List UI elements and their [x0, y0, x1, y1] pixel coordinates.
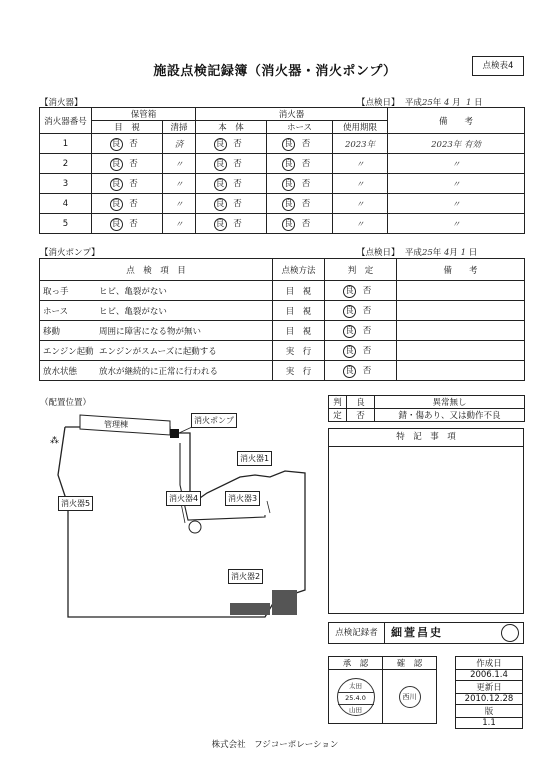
- good-mark: 良: [343, 345, 356, 358]
- item-judge: [325, 321, 397, 341]
- stamp-mid: 25.4.0: [338, 692, 374, 705]
- good-mark: 良: [282, 218, 295, 231]
- bad-mark: 否: [301, 198, 311, 209]
- table-row: [40, 341, 525, 361]
- date-year-unit: 年: [432, 98, 442, 108]
- expiry-value: 〃: [333, 174, 388, 194]
- building-label: 管理棟: [104, 420, 128, 429]
- good-mark: 良: [282, 138, 295, 151]
- header-body: 本 体: [196, 121, 267, 134]
- date-label: 【点検日】: [357, 98, 400, 108]
- box-check: [92, 154, 163, 174]
- page-title: 施設点検記録簿（消火器・消火ポンプ）: [153, 64, 397, 79]
- box-check: [92, 134, 163, 154]
- table-row: [40, 174, 525, 194]
- good-mark: 良: [343, 285, 356, 298]
- item-method: 目 視: [273, 281, 325, 301]
- header-extinguisher: 消火器: [196, 108, 388, 121]
- table-row: [40, 134, 525, 154]
- good-mark: 良: [110, 198, 123, 211]
- bad-mark: 否: [129, 138, 138, 149]
- body-check: [196, 174, 267, 194]
- updated-date: 2010.12.28: [456, 694, 523, 705]
- item-name: 移動: [43, 326, 61, 337]
- placement-map: [40, 405, 330, 627]
- good-mark: 良: [214, 158, 227, 171]
- item-note: [397, 281, 525, 301]
- date-day-unit: 日: [474, 98, 483, 108]
- good-mark: 良: [343, 365, 356, 378]
- bad-mark: 否: [233, 178, 242, 189]
- bad-mark: 否: [129, 178, 138, 189]
- item-name: 取っ手: [43, 286, 69, 297]
- body-check: [196, 134, 267, 154]
- judgement-legend: [328, 395, 525, 422]
- bad-mark: 否: [233, 198, 242, 209]
- item-judge: [325, 281, 397, 301]
- bad-mark: 否: [233, 218, 242, 229]
- ext-number: 3: [40, 174, 92, 194]
- approve-label: 承 認: [329, 657, 383, 670]
- date-label: 【点検日】: [357, 248, 400, 258]
- pump-inspection-date: [357, 246, 477, 258]
- pump-marker: [170, 429, 179, 438]
- ext-number: 4: [40, 194, 92, 214]
- date-month-unit: 月: [452, 98, 461, 108]
- item-method: 目 視: [273, 301, 325, 321]
- item-note: [397, 321, 525, 341]
- ext-number: 1: [40, 134, 92, 154]
- extinguisher-table: [39, 107, 525, 234]
- date-era: 平成: [404, 248, 422, 258]
- inspector-box: [328, 622, 524, 644]
- extinguisher-3-label: 消火器3: [225, 491, 260, 506]
- table-row: [40, 214, 525, 234]
- expiry-value: 〃: [333, 154, 388, 174]
- item-judge: [325, 361, 397, 381]
- legend-judge: 判: [329, 396, 347, 409]
- legend-bad-desc: 錆・傷あり、又は動作不良: [375, 409, 525, 422]
- item-name: 放水状態: [43, 366, 78, 377]
- confirm-stamp-cell: [383, 670, 437, 724]
- expiry-value: 〃: [333, 214, 388, 234]
- clean-mark: 〃: [163, 194, 196, 214]
- clean-mark: 〃: [163, 214, 196, 234]
- approval-table: [328, 656, 437, 724]
- item-desc: ヒビ、亀裂がない: [99, 306, 167, 317]
- confirm-stamp-icon: 西川: [399, 686, 421, 708]
- hatched-area: [272, 590, 297, 615]
- hatched-area: [230, 603, 270, 615]
- stamp-bot: 山田: [349, 705, 362, 714]
- item-name: ホース: [43, 306, 69, 317]
- header-method: 点検方法: [273, 259, 325, 281]
- bad-mark: 否: [362, 305, 372, 316]
- date-day-unit: 日: [468, 248, 478, 258]
- clean-mark: 済: [163, 134, 196, 154]
- hose-check: [267, 174, 333, 194]
- header-notes: 備 考: [388, 108, 525, 134]
- inspector-name: 細萱昌史: [391, 626, 443, 639]
- bad-mark: 否: [301, 178, 311, 189]
- header-clean: 清掃: [163, 121, 196, 134]
- legend-fixed: 定: [329, 409, 347, 422]
- note-value: 2023年 有効: [388, 134, 525, 154]
- special-notes-heading: 特 記 事 項: [329, 429, 523, 447]
- version-value: 1.1: [456, 718, 523, 729]
- extinguisher-2-label: 消火器2: [228, 569, 263, 584]
- item-desc: ヒビ、亀裂がない: [99, 286, 167, 297]
- body-check: [196, 154, 267, 174]
- ext-number: 5: [40, 214, 92, 234]
- legend-bad: 否: [347, 409, 375, 422]
- bad-mark: 否: [301, 158, 311, 169]
- date-day: 1: [460, 248, 467, 258]
- good-mark: 良: [343, 325, 356, 338]
- item-note: [397, 341, 525, 361]
- header-expiry: 使用期限: [333, 121, 388, 134]
- good-mark: 良: [214, 138, 227, 151]
- date-year: 25: [421, 98, 433, 108]
- hose-check: [267, 194, 333, 214]
- item-desc: エンジンがスムーズに起動する: [99, 346, 217, 357]
- header-judge: 判 定: [325, 259, 397, 281]
- box-check: [92, 174, 163, 194]
- table-row: [40, 301, 525, 321]
- bad-mark: 否: [362, 365, 372, 376]
- bad-mark: 否: [233, 158, 242, 169]
- item-desc: 放水が継続的に正常に行われる: [99, 366, 219, 377]
- date-year-unit: 年: [432, 248, 442, 258]
- header-storage-box: 保管箱: [92, 108, 196, 121]
- bad-mark: 否: [129, 218, 138, 229]
- bad-mark: 否: [129, 158, 138, 169]
- good-mark: 良: [110, 138, 123, 151]
- date-day: 1: [466, 98, 472, 108]
- item-method: 目 視: [273, 321, 325, 341]
- table-row: [40, 154, 525, 174]
- date-month: 4: [443, 98, 450, 108]
- note-value: 〃: [388, 154, 525, 174]
- tree-marker: [189, 521, 201, 533]
- bad-mark: 否: [129, 198, 138, 209]
- expiry-value: 2023年: [333, 134, 388, 154]
- header-visual: 目 視: [92, 121, 163, 134]
- bad-mark: 否: [301, 218, 311, 229]
- pump-label: 消火ポンプ: [191, 413, 237, 428]
- table-row: [40, 281, 525, 301]
- clean-mark: 〃: [163, 174, 196, 194]
- box-check: [92, 214, 163, 234]
- revision-table: [455, 656, 523, 729]
- box-check: [92, 194, 163, 214]
- header-hose: ホース: [267, 121, 333, 134]
- good-mark: 良: [214, 178, 227, 191]
- good-mark: 良: [282, 178, 295, 191]
- pump-section-title: 【消火ポンプ】: [40, 248, 100, 258]
- good-mark: 良: [343, 305, 356, 318]
- inspector-label: 点検記録者: [329, 623, 385, 643]
- item-judge: [325, 341, 397, 361]
- item-method: 実 行: [273, 341, 325, 361]
- good-mark: 良: [214, 218, 227, 231]
- item-note: [397, 361, 525, 381]
- date-year: 25: [421, 248, 433, 258]
- updated-label: 更新日: [456, 681, 523, 694]
- bad-mark: 否: [233, 138, 242, 149]
- item-note: [397, 301, 525, 321]
- date-stamp-icon: [337, 678, 375, 716]
- extinguisher-1-label: 消火器1: [237, 451, 272, 466]
- header-ext-number: 消火器番号: [40, 108, 92, 134]
- extinguisher-section-title: 【消火器】: [40, 98, 83, 108]
- clean-mark: 〃: [163, 154, 196, 174]
- ext-number: 2: [40, 154, 92, 174]
- good-mark: 良: [282, 198, 295, 211]
- created-label: 作成日: [456, 657, 523, 670]
- legend-good-desc: 異常無し: [375, 396, 525, 409]
- created-date: 2006.1.4: [456, 670, 523, 681]
- extinguisher-4-label: 消火器4: [166, 491, 201, 506]
- bad-mark: 否: [362, 325, 372, 336]
- body-check: [196, 194, 267, 214]
- hose-check: [267, 154, 333, 174]
- date-era: 平成: [404, 98, 422, 108]
- header-pump-notes: 備 考: [397, 259, 525, 281]
- extinguisher-5-label: 消火器5: [58, 496, 93, 511]
- note-value: 〃: [388, 194, 525, 214]
- north-mark: ⁂: [50, 436, 59, 446]
- pump-table: [39, 258, 525, 381]
- table-row: [40, 361, 525, 381]
- map-heading: （配置位置）: [40, 398, 92, 408]
- approve-stamp-cell: [329, 670, 383, 724]
- expiry-value: 〃: [333, 194, 388, 214]
- version-label: 版: [456, 705, 523, 718]
- date-month-unit: 月: [449, 248, 458, 258]
- seal-stamp-icon: [501, 624, 519, 642]
- bad-mark: 否: [362, 285, 372, 296]
- good-mark: 良: [110, 218, 123, 231]
- item-desc: 周囲に障害になる物が無い: [99, 326, 202, 337]
- company-footer: 株式会社 フジコーポレーション: [211, 740, 339, 750]
- item-method: 実 行: [273, 361, 325, 381]
- table-row: [40, 321, 525, 341]
- item-judge: [325, 301, 397, 321]
- stamp-top: 太田: [349, 681, 362, 690]
- bad-mark: 否: [301, 138, 311, 149]
- bad-mark: 否: [362, 345, 372, 356]
- hose-check: [267, 214, 333, 234]
- special-notes-box: [328, 428, 524, 614]
- header-item: 点 検 項 目: [40, 259, 273, 281]
- body-check: [196, 214, 267, 234]
- confirm-label: 確 認: [383, 657, 437, 670]
- good-mark: 良: [282, 158, 295, 171]
- good-mark: 良: [110, 158, 123, 171]
- good-mark: 良: [214, 198, 227, 211]
- note-value: 〃: [388, 174, 525, 194]
- legend-good: 良: [347, 396, 375, 409]
- table-row: [40, 194, 525, 214]
- ext3-leader: [267, 501, 270, 513]
- item-name: エンジン起動: [43, 346, 94, 357]
- hose-check: [267, 134, 333, 154]
- note-value: 〃: [388, 214, 525, 234]
- good-mark: 良: [110, 178, 123, 191]
- form-number: 点検表4: [472, 56, 524, 76]
- date-month: 4: [443, 248, 450, 258]
